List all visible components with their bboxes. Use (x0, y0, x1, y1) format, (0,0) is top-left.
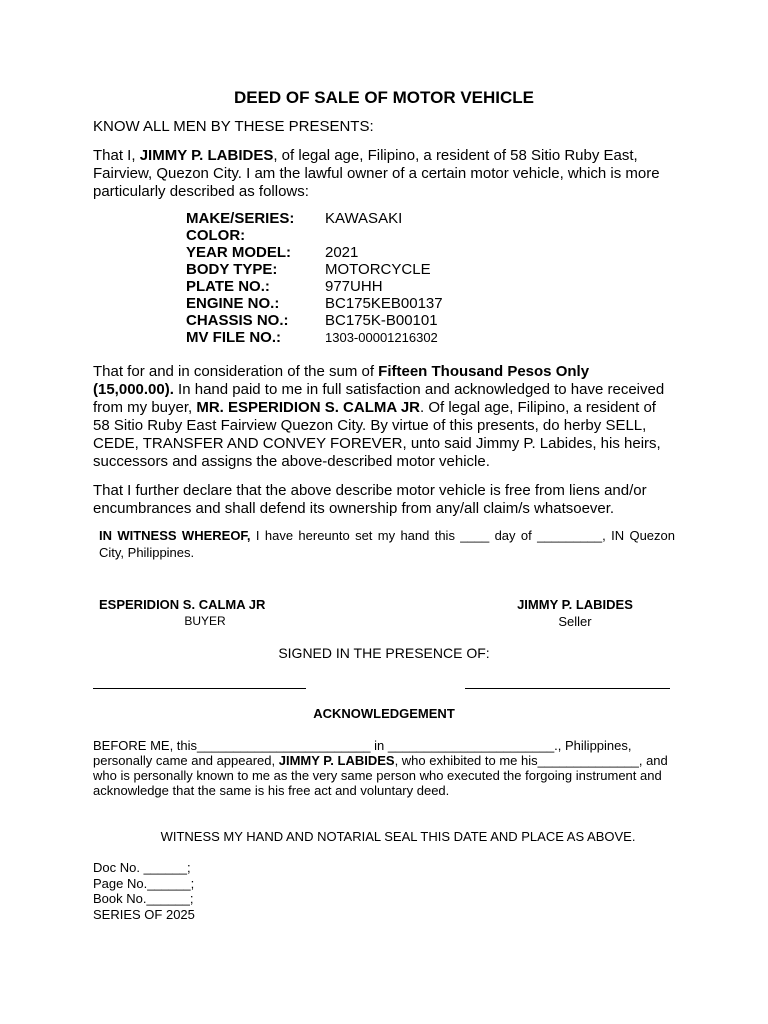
page-number: Page No.______; (93, 875, 195, 891)
seller-name: JIMMY P. LABIDES (139, 147, 274, 164)
acknowledgement-heading: ACKNOWLEDGEMENT (313, 706, 455, 721)
buyer-signature-name: ESPERIDION S. CALMA JR (99, 597, 266, 612)
book-number: Book No.______; (93, 891, 194, 906)
doc-number: Doc No. ______; (93, 860, 191, 875)
spec-row: PLATE NO.: 977UHH (186, 278, 383, 295)
notarial-footer (93, 860, 195, 922)
paragraph-declaration: That I further declare that the above describe motor vehicle is free from liens and/or encumbrances and shall defend its ownership from any/all claim/s whatsoever. (93, 482, 647, 517)
seller-role: Seller (558, 614, 592, 629)
spec-row: YEAR MODEL: 2021 (186, 244, 359, 261)
paragraph-consideration: That for and in consideration of the sum of Fifteen Thousand Pesos Only (15,000.00). In hand paid to me in full satisfaction and acknowledged to have received from my buyer, MR. ESPERIDION S. CALMA JR. Of legal age, Filipino, a resident of 58 Sitio Ruby East Fairview Quezon City. By virtue of this presents, do herby SELL, CEDE, TRANSFER AND CONVEY FOREVER, unto said Jimmy P. Labides, his heirs, successors and assigns the above-described motor vehicle. (93, 363, 665, 470)
document-title: DEED OF SALE OF MOTOR VEHICLE (233, 88, 535, 107)
witness-signature-line-left (93, 688, 306, 689)
witness-signature-line-right (465, 688, 670, 689)
spec-row: MV FILE NO.: 1303-00001216302 (186, 329, 438, 346)
witness-clause: IN WITNESS WHEREOF, I have hereunto set my hand this ____ day of _________, IN Quezon City, Philippines. (99, 528, 675, 560)
acknowledgement-paragraph: BEFORE ME, this________________________ in _______________________., Philippines, personally came and appeared, JIMMY P. LABIDES, who exhibited to me his______________, and who is personally known to me as the very same person who executed the forgoing instrument and acknowledge that the same is his free act and voluntary deed. (93, 738, 668, 798)
notarial-seal-line: WITNESS MY HAND AND NOTARIAL SEAL THIS DATE AND PLACE AS ABOVE. (160, 829, 636, 844)
sale-amount: Fifteen Thousand Pesos Only (15,000.00). (93, 363, 590, 398)
spec-row: MAKE/SERIES: KAWASAKI (186, 210, 403, 227)
paragraph-ownership: That I, JIMMY P. LABIDES, of legal age, Filipino, a resident of 58 Sitio Ruby East, Fairview, Quezon City. I am the lawful owner of a certain motor vehicle, which is more particularly described as follows: (93, 147, 660, 200)
signed-presence-heading: SIGNED IN THE PRESENCE OF: (278, 645, 490, 661)
buyer-name: MR. ESPERIDION S. CALMA JR (196, 399, 420, 416)
series-year: SERIES OF 2025 (93, 906, 195, 922)
opening-line: KNOW ALL MEN BY THESE PRESENTS: (93, 118, 374, 135)
vehicle-spec-table (186, 210, 586, 346)
spec-row: CHASSIS NO.: BC175K-B00101 (186, 312, 438, 329)
seller-signature-name: JIMMY P. LABIDES (517, 597, 633, 612)
buyer-role: BUYER (184, 614, 226, 628)
spec-row: ENGINE NO.: BC175KEB00137 (186, 295, 443, 312)
spec-row: BODY TYPE: MOTORCYCLE (186, 261, 431, 278)
spec-row: COLOR: (186, 227, 246, 244)
